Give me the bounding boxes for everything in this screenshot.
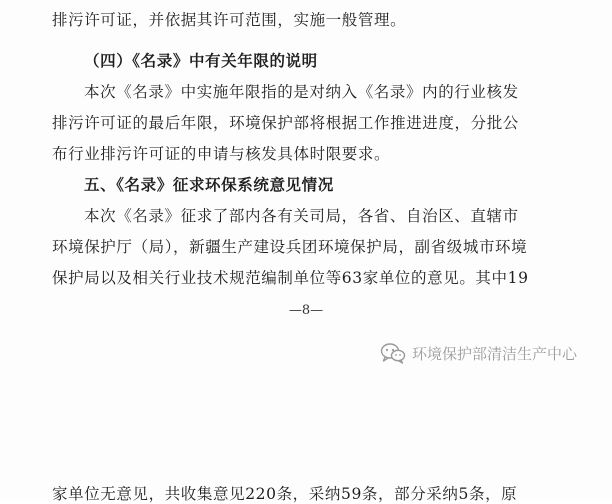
paragraph-line: 保护局以及相关行业技术规范编制单位等63家单位的意见。其中19 <box>52 269 529 287</box>
wechat-icon <box>380 342 406 364</box>
page-number: —8— <box>288 303 324 318</box>
section-heading-4: （四）《名录》中有关年限的说明 <box>84 52 318 70</box>
paragraph-line: 排污许可证的最后年限，环境保护部将根据工作推进进度，分批公 <box>52 114 519 132</box>
paragraph-line: 本次《名录》征求了部内各有关司局，各省、自治区、直辖市 <box>84 207 519 225</box>
watermark <box>380 340 577 366</box>
paragraph-line: 环境保护厅（局），新疆生产建设兵团环境保护局，副省级城市环境 <box>52 238 528 256</box>
paragraph-line: 布行业排污许可证的申请与核发具体时限要求。 <box>52 145 391 163</box>
paragraph-line: 排污许可证，并依据其许可范围，实施一般管理。 <box>52 11 407 29</box>
watermark-text: 环境保护部清洁生产中心 <box>412 344 578 363</box>
paragraph-line: 本次《名录》中实施年限指的是对纳入《名录》内的行业核发 <box>84 83 519 101</box>
paragraph-line: 家单位无意见，共收集意见220条，采纳59条，部分采纳5条，原 <box>52 485 518 503</box>
section-heading-5: 五、《名录》征求环保系统意见情况 <box>84 176 334 194</box>
